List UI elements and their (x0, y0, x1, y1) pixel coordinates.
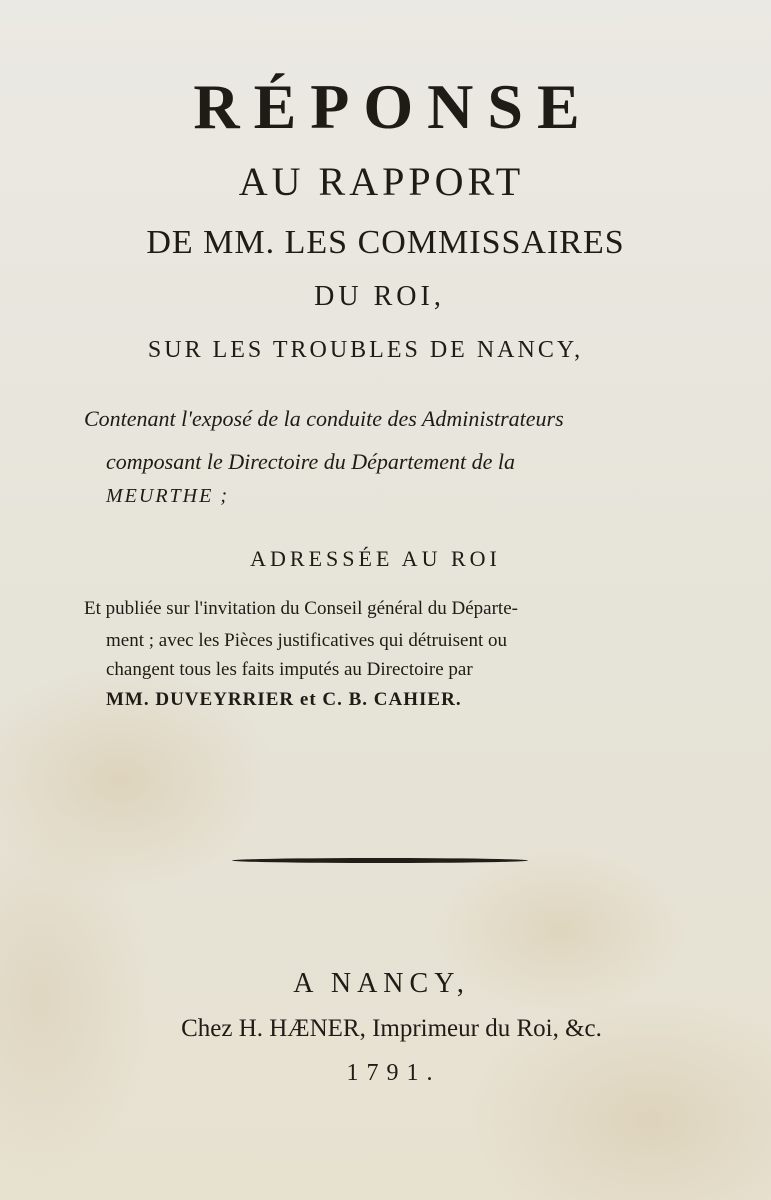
subtitle-line-4: SUR LES TROUBLES DE NANCY, (147, 337, 584, 363)
addressed-line: ADRESSÉE AU ROI (250, 546, 501, 571)
subtitle-line-2: DE MM. LES COMMISSAIRES (146, 224, 625, 261)
italic-line-1: Contenant l'exposé de la conduite des Administrateurs (84, 406, 564, 431)
paragraph-line-1: Et publiée sur l'invitation du Conseil général du Départe- (84, 598, 518, 619)
imprint-printer: Chez H. HÆNER, Imprimeur du Roi, &c. (181, 1015, 602, 1042)
subtitle-line-1: AU RAPPORT (238, 159, 525, 204)
imprint-city: A NANCY, (293, 968, 470, 999)
divider-rule (232, 858, 528, 863)
subtitle-line-3: DU ROI, (314, 281, 445, 312)
paragraph-line-2: ment ; avec les Pièces justificatives qui détruisent ou (106, 630, 508, 651)
imprint-year: 1791. (346, 1060, 441, 1086)
page-title: RÉPONSE (193, 71, 594, 142)
paragraph-line-4: MM. DUVEYRRIER et C. B. CAHIER. (106, 689, 462, 710)
paragraph-line-3: changent tous les faits imputés au Directoire par (106, 659, 473, 680)
italic-line-2: composant le Directoire du Département de la (106, 449, 515, 474)
italic-line-3: MEURTHE ; (106, 485, 229, 507)
